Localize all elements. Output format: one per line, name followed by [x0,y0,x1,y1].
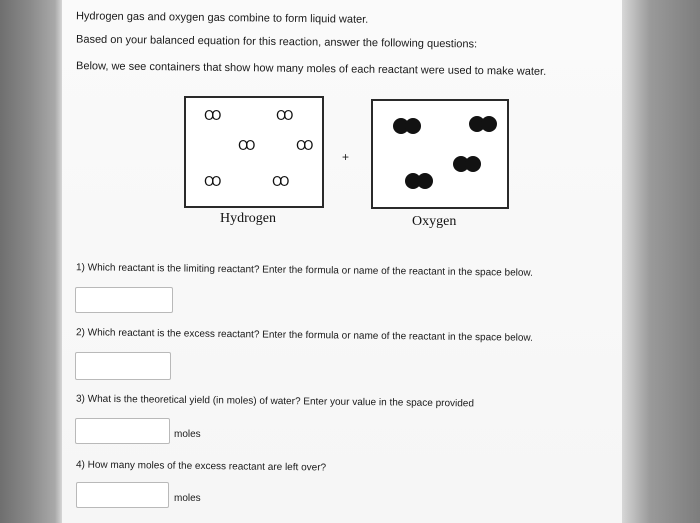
hydrogen-molecule-icon: OO [238,139,253,154]
hydrogen-molecule-icon: OO [276,109,291,124]
answer-2-input[interactable] [75,352,171,380]
question-1: 1) Which reactant is the limiting reactant? Enter the formula or name of the reactant in the space below. [75,262,533,279]
hydrogen-molecule-icon: OO [296,139,311,154]
intro-line-1: Hydrogen gas and oxygen gas combine to form liquid water. [75,10,369,26]
hydrogen-label: Hydrogen [220,211,276,226]
plus-sign: + [342,150,350,164]
oxygen-molecule-icon [393,118,423,134]
oxygen-container [371,99,509,209]
intro-line-2: Based on your balanced equation for this reaction, answer the following questions: [75,33,478,51]
oxygen-molecule-icon [453,156,483,172]
question-3: 3) What is the theoretical yield (in moles) of water? Enter your value in the space provided [75,393,475,410]
oxygen-molecule-icon [405,173,435,189]
hydrogen-molecule-icon: OO [204,175,219,190]
unit-label-3: moles [174,429,201,440]
hydrogen-container [184,96,324,208]
unit-label-4: moles [174,493,201,504]
oxygen-molecule-icon [469,116,499,132]
question-2: 2) Which reactant is the excess reactant? Enter the formula or name of the reactant in the space below. [75,327,533,344]
hydrogen-molecule-icon: OO [272,175,287,190]
answer-3-input[interactable] [75,418,170,444]
intro-line-3: Below, we see containers that show how many moles of each reactant were used to make water. [75,60,547,78]
worksheet-page [62,0,622,523]
answer-1-input[interactable] [75,287,173,313]
oxygen-label: Oxygen [412,214,457,229]
question-4: 4) How many moles of the excess reactant are left over? [75,459,327,474]
answer-4-input[interactable] [76,482,169,508]
hydrogen-molecule-icon: OO [204,109,219,124]
